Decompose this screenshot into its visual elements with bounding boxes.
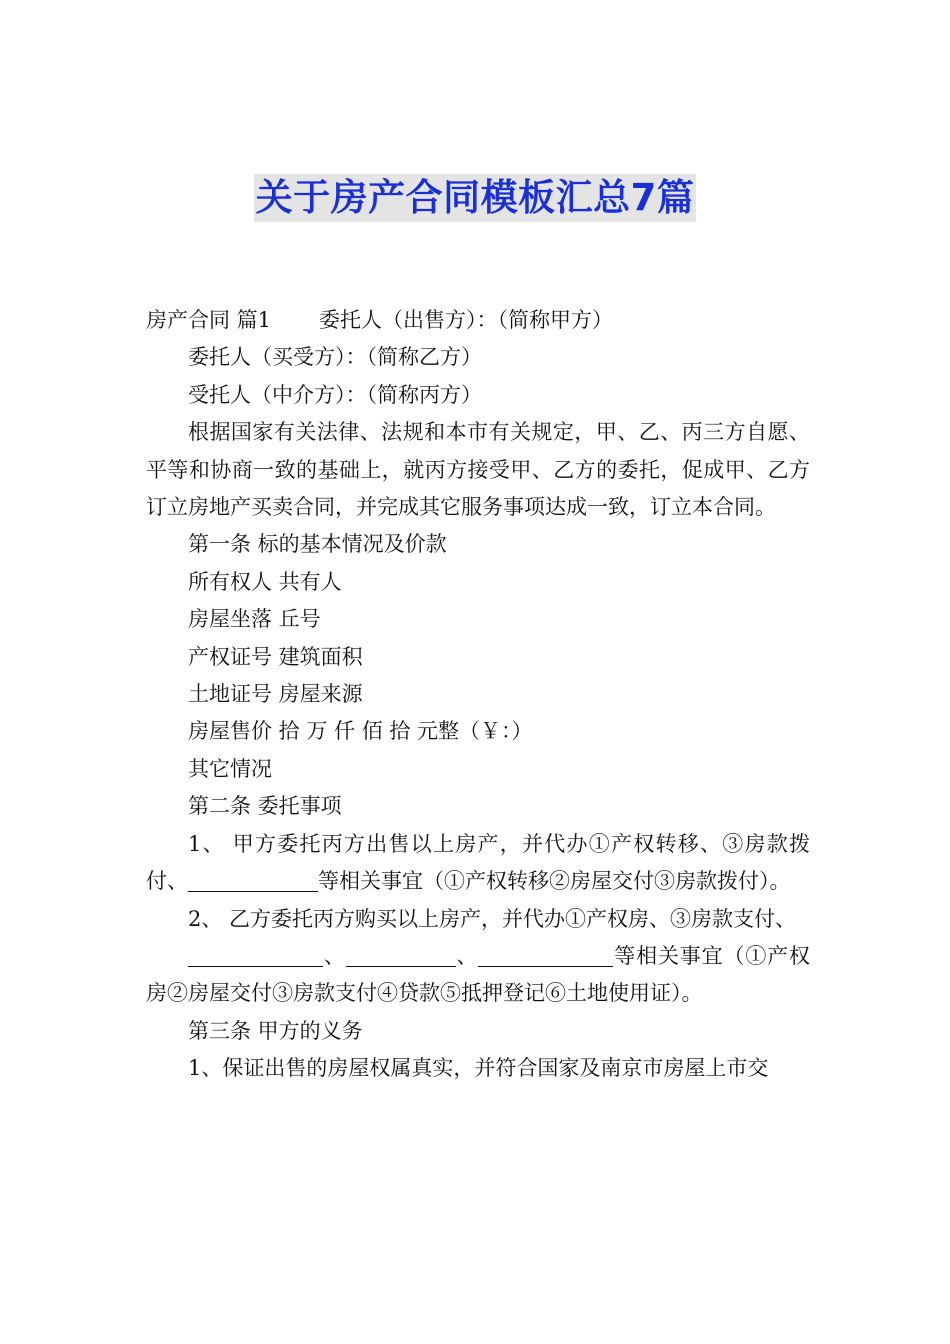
document-body [146,302,810,1088]
separator: 、 [455,943,479,968]
fill-in-blank[interactable] [346,942,456,967]
article1-line-other: 其它情况 [188,756,272,781]
party-a-line: 委托人（出售方）：（简称甲方） [319,308,614,332]
party-b-line: 委托人（买受方）：（简称乙方） [188,345,482,370]
fill-in-blank[interactable] [188,867,318,892]
fill-in-blank[interactable] [188,942,323,967]
article2-item1-text-a: 1、 甲方委托丙方出售以上房产，并代办①产权转移、③房款拨付、 [146,831,810,894]
article1-line-certificate: 产权证号 建筑面积 [188,644,363,669]
separator: 、 [323,943,346,968]
article2-item2-a: 2、 乙方委托丙方购买以上房产，并代办①产权房、③房款支付、 [188,906,797,931]
article3-heading: 第三条 甲方的义务 [188,1018,363,1043]
article1-heading: 第一条 标的基本情况及价款 [188,532,447,557]
article2-item2-b [146,938,810,1013]
article2-item1 [146,826,810,901]
article1-line-land: 土地证号 房屋来源 [188,682,363,707]
article2-heading: 第二条 委托事项 [188,794,342,819]
fill-in-blank[interactable] [478,942,613,967]
article1-line-owner: 所有权人 共有人 [188,569,342,594]
title-container [0,174,950,222]
preamble-paragraph: 根据国家有关法律、法规和本市有关规定，甲、乙、丙三方自愿、平等和协商一致的基础上，就丙方接受甲、乙方的委托，促成甲、乙方订立房地产买卖合同，并完成其它服务事项达成一致，订立本合同。 [146,420,810,520]
party-c-line: 受托人（中介方）：（简称丙方） [188,382,482,407]
article2-item1-text-b: 等相关事宜（①产权转移②房屋交付③房款拨付）。 [318,869,791,894]
document-title: 关于房产合同模板汇总7篇 [254,174,697,222]
article2-item2-text-b: 等相关事宜（①产权房②房屋交付③房款支付④贷款⑤抵押登记⑥土地使用证）。 [146,943,811,1006]
section-label: 房产合同 篇1 [146,308,272,332]
article1-line-location: 房屋坐落 丘号 [188,607,321,632]
article1-line-price: 房屋售价 拾 万 仟 佰 拾 元整（￥：） [188,719,533,744]
intro-first-line [146,302,810,339]
article3-item1: 1、保证出售的房屋权属真实，并符合国家及南京市房屋上市交 [188,1056,769,1081]
